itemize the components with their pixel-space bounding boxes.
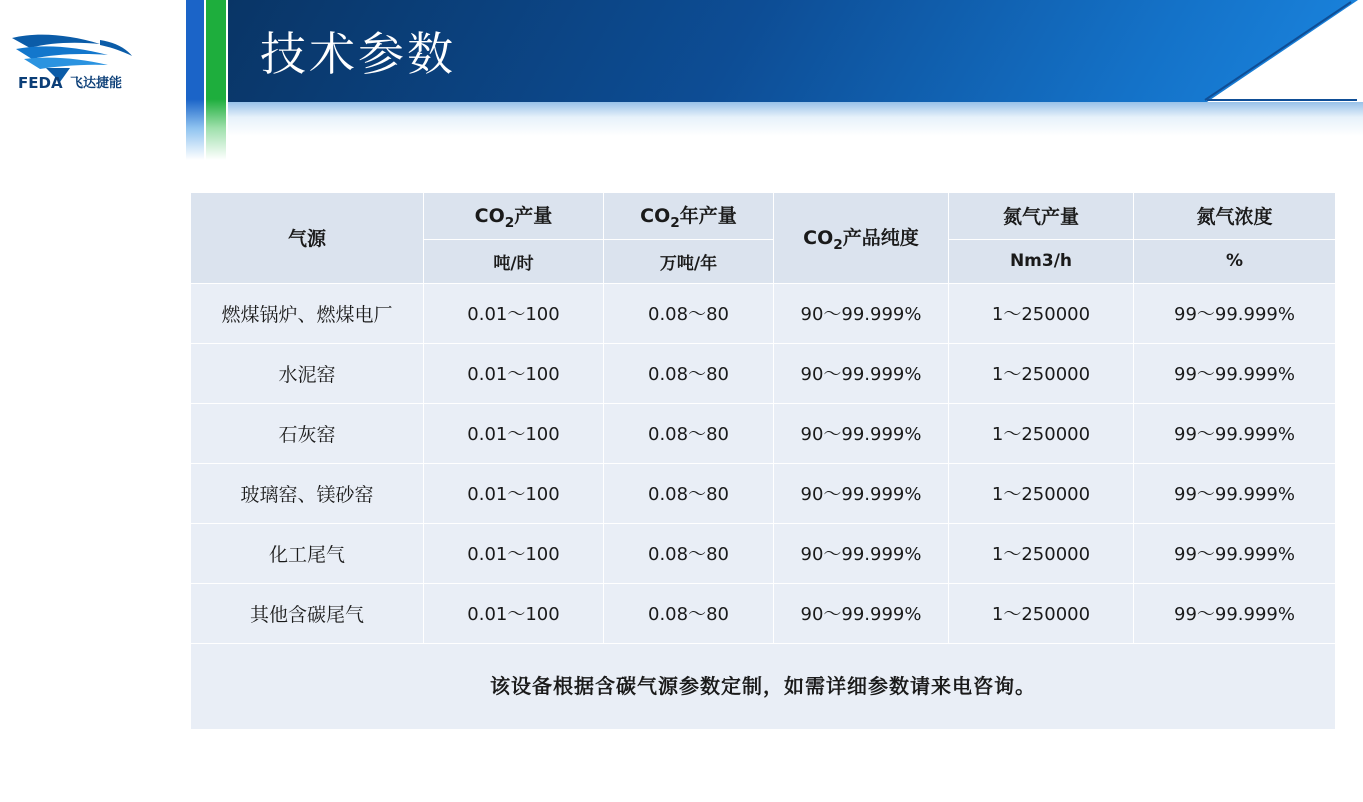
cell-n2-purity: 99～99.999% (1134, 283, 1336, 343)
column-header-co2-purity (774, 193, 949, 284)
cell-co2-yearly: 0.08～80 (604, 343, 774, 403)
column-header-co2-hourly (424, 193, 604, 240)
table-row (191, 403, 1336, 463)
cell-source: 玻璃窑、镁砂窑 (191, 463, 424, 523)
column-header-n2-purity (1134, 193, 1336, 240)
table-footnote-row (191, 643, 1336, 729)
spec-table-container (190, 192, 1335, 730)
column-header-co2-yearly (604, 193, 774, 240)
cell-n2-output: 1～250000 (949, 343, 1134, 403)
page-header (0, 0, 1363, 160)
column-unit-co2-yearly: 万吨/年 (604, 239, 774, 283)
cell-n2-purity: 99～99.999% (1134, 463, 1336, 523)
cell-source: 水泥窑 (191, 343, 424, 403)
table-head (191, 193, 1336, 284)
cell-n2-purity: 99～99.999% (1134, 523, 1336, 583)
col-title-suffix: 产品纯度 (842, 227, 919, 249)
cell-n2-purity: 99～99.999% (1134, 403, 1336, 463)
col-title-suffix: 产量 (514, 205, 553, 227)
header-accent-bar-green (206, 0, 226, 160)
eagle-wing-logo-icon (8, 22, 180, 92)
cell-source: 石灰窑 (191, 403, 424, 463)
col-title-sub: 2 (504, 214, 515, 231)
svg-text:飞达捷能: 飞达捷能 (70, 76, 123, 91)
cell-source: 其他含碳尾气 (191, 583, 424, 643)
column-header-n2-output (949, 193, 1134, 240)
table-row (191, 283, 1336, 343)
cell-co2-hourly: 0.01～100 (424, 403, 604, 463)
column-unit-n2-purity: % (1134, 239, 1336, 283)
cell-co2-purity: 90～99.999% (774, 343, 949, 403)
banner-diagonal-lines (1107, 0, 1357, 102)
cell-co2-purity: 90～99.999% (774, 523, 949, 583)
table-row (191, 523, 1336, 583)
cell-n2-output: 1～250000 (949, 283, 1134, 343)
column-unit-co2-hourly: 吨/时 (424, 239, 604, 283)
company-logo (8, 22, 180, 92)
cell-co2-yearly: 0.08～80 (604, 523, 774, 583)
col-title-suffix: 氮气产量 (1002, 206, 1079, 229)
cell-co2-yearly: 0.08～80 (604, 583, 774, 643)
table-footnote: 该设备根据含碳气源参数定制，如需详细参数请来电咨询。 (191, 643, 1336, 729)
cell-n2-output: 1～250000 (949, 403, 1134, 463)
page-title: 技术参数 (260, 27, 456, 81)
table-header-row-title (191, 193, 1336, 240)
cell-co2-yearly: 0.08～80 (604, 463, 774, 523)
cell-co2-purity: 90～99.999% (774, 463, 949, 523)
col-title-prefix: CO (474, 205, 505, 227)
cell-co2-purity: 90～99.999% (774, 583, 949, 643)
svg-text:FEDA: FEDA (18, 74, 63, 92)
cell-source: 化工尾气 (191, 523, 424, 583)
table-row (191, 583, 1336, 643)
table-row (191, 343, 1336, 403)
cell-source: 燃煤锅炉、燃煤电厂 (191, 283, 424, 343)
column-unit-n2-output: Nm3/h (949, 239, 1134, 283)
banner-reflection (228, 102, 1363, 136)
cell-co2-purity: 90～99.999% (774, 403, 949, 463)
cell-co2-hourly: 0.01～100 (424, 283, 604, 343)
cell-n2-output: 1～250000 (949, 523, 1134, 583)
cell-n2-purity: 99～99.999% (1134, 343, 1336, 403)
cell-co2-hourly: 0.01～100 (424, 523, 604, 583)
col-title-prefix: CO (640, 205, 671, 227)
col-title-sub: 2 (670, 214, 680, 231)
col-title-sub: 2 (833, 236, 843, 253)
col-title-suffix: 氮气浓度 (1196, 206, 1273, 229)
column-header-source: 气源 (191, 193, 424, 284)
header-accent-bar-blue (186, 0, 204, 160)
table-row (191, 463, 1336, 523)
cell-co2-hourly: 0.01～100 (424, 583, 604, 643)
col-title-prefix: CO (803, 227, 834, 249)
cell-co2-purity: 90～99.999% (774, 283, 949, 343)
cell-co2-yearly: 0.08～80 (604, 283, 774, 343)
cell-n2-output: 1～250000 (949, 583, 1134, 643)
cell-n2-purity: 99～99.999% (1134, 583, 1336, 643)
cell-co2-hourly: 0.01～100 (424, 463, 604, 523)
table-body (191, 283, 1336, 729)
col-title-suffix: 年产量 (679, 205, 737, 227)
cell-n2-output: 1～250000 (949, 463, 1134, 523)
cell-co2-yearly: 0.08～80 (604, 403, 774, 463)
title-banner (228, 0, 1363, 102)
cell-co2-hourly: 0.01～100 (424, 343, 604, 403)
technical-parameters-table (190, 192, 1336, 730)
